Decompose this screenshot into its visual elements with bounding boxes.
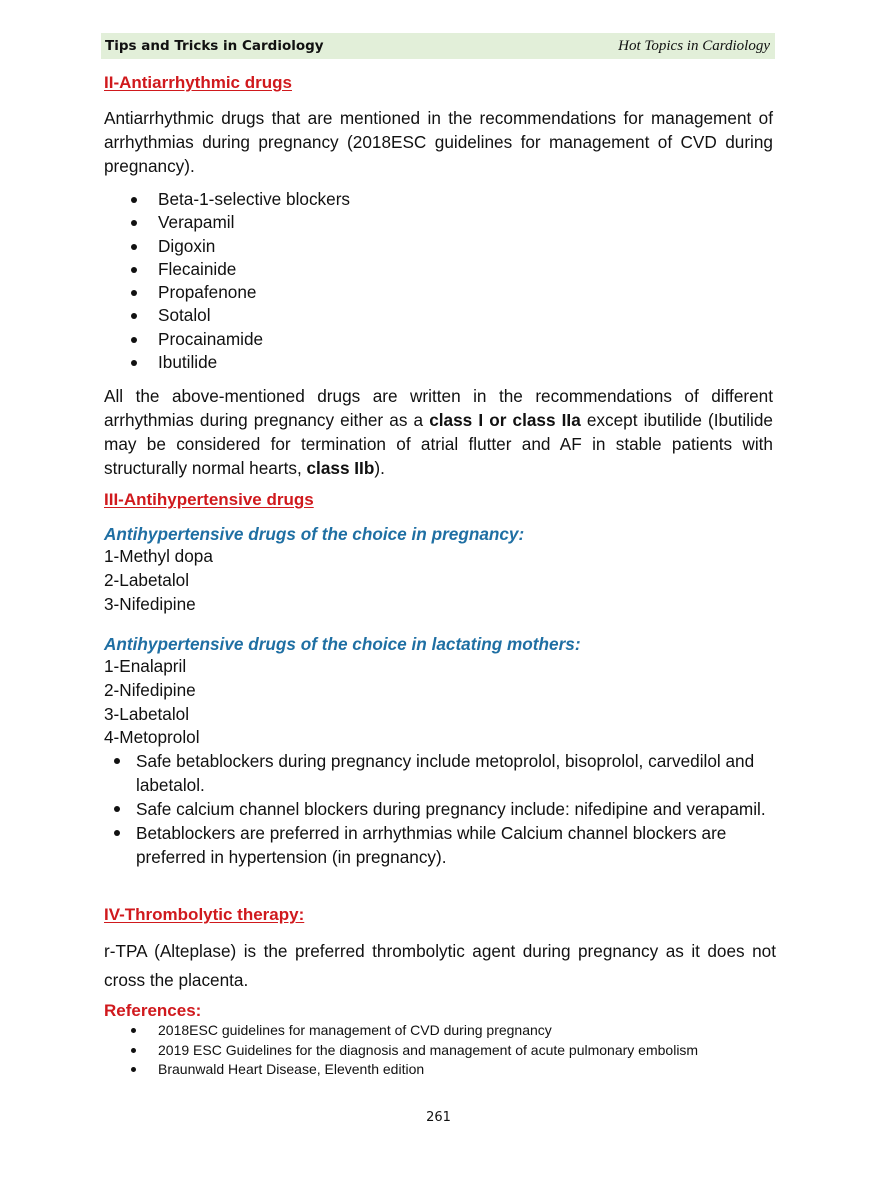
list-item: Flecainide — [104, 258, 350, 281]
bullet-icon — [131, 220, 137, 226]
references-title: References: — [104, 1001, 202, 1020]
section-antiarrhythmic-title: II-Antiarrhythmic drugs — [104, 73, 292, 92]
list-item: Sotalol — [104, 304, 350, 327]
antiarrhythmic-intro: Antiarrhythmic drugs that are mentioned in the recommendations for management of arrhythmias during pregnancy (2018ESC guidelines for management of CVD during pregnancy). — [104, 108, 773, 176]
bullet-icon — [131, 1028, 136, 1033]
list-item: Safe calcium channel blockers during pregnancy include: nifedipine and verapamil. — [104, 797, 774, 821]
list-item: Safe betablockers during pregnancy include metoprolol, bisoprolol, carvedilol and labetalol. — [104, 749, 774, 797]
bullet-icon — [131, 197, 137, 203]
bullet-icon — [131, 313, 137, 319]
lactating-drug-list — [104, 655, 200, 750]
list-item: Ibutilide — [104, 351, 350, 374]
list-item: 2-Nifedipine — [104, 679, 196, 700]
bullet-icon — [131, 1048, 136, 1053]
list-item: 4-Metoprolol — [104, 727, 200, 748]
list-item: 2-Labetalol — [104, 569, 190, 590]
bullet-icon — [131, 244, 137, 250]
list-item: Betablockers are preferred in arrhythmias while Calcium channel blockers are preferred in hypertension (in pregnancy). — [104, 821, 774, 869]
bullet-icon — [114, 758, 120, 764]
list-item: 3-Labetalol — [104, 703, 190, 724]
section-thrombolytic-title: IV-Thrombolytic therapy: — [104, 905, 305, 924]
lactating-heading: Antihypertensive drugs of the choice in lactating mothers: — [104, 634, 581, 654]
antiarrhythmic-drug-list — [104, 188, 350, 374]
list-item: 1-Methyl dopa — [104, 546, 213, 566]
list-item: Verapamil — [104, 211, 350, 234]
bullet-icon — [131, 337, 137, 343]
list-item: 1-Enalapril — [104, 656, 187, 676]
chapter-title: Hot Topics in Cardiology — [618, 37, 770, 54]
pregnancy-drug-list — [104, 545, 213, 616]
book-title: Tips and Tricks in Cardiology — [105, 38, 324, 54]
list-item: Beta-1-selective blockers — [104, 188, 350, 211]
list-item: 2018ESC guidelines for management of CVD during pregnancy — [104, 1021, 698, 1041]
thrombolytic-text: r-TPA (Alteplase) is the preferred thrombolytic agent during pregnancy as it does not cross the placenta. — [104, 941, 776, 990]
pregnancy-heading: Antihypertensive drugs of the choice in pregnancy: — [104, 524, 525, 544]
bullet-icon — [131, 267, 137, 273]
references-list — [104, 1021, 698, 1080]
bullet-icon — [114, 806, 120, 812]
list-item: Propafenone — [104, 281, 350, 304]
bullet-icon — [131, 1067, 136, 1072]
bullet-icon — [131, 360, 137, 366]
list-item: Procainamide — [104, 328, 350, 351]
bullet-icon — [114, 830, 120, 836]
antiarrhythmic-note: All the above-mentioned drugs are written in the recommendations of different arrhythmias during pregnancy either as a class I or class IIa except ibutilide (Ibutilide may be considered for termination of atrial flutter and AF in stable patients with structurally normal hearts, class IIb). — [104, 386, 773, 478]
list-item: Digoxin — [104, 235, 350, 258]
bullet-icon — [131, 290, 137, 296]
list-item: Braunwald Heart Disease, Eleventh edition — [104, 1060, 698, 1080]
page-header — [101, 33, 775, 59]
antihypertensive-notes — [104, 749, 774, 869]
list-item: 2019 ESC Guidelines for the diagnosis and management of acute pulmonary embolism — [104, 1041, 698, 1061]
list-item: 3-Nifedipine — [104, 593, 196, 614]
page-number: 261 — [426, 1110, 451, 1125]
section-antihypertensive-title: III-Antihypertensive drugs — [104, 490, 314, 509]
